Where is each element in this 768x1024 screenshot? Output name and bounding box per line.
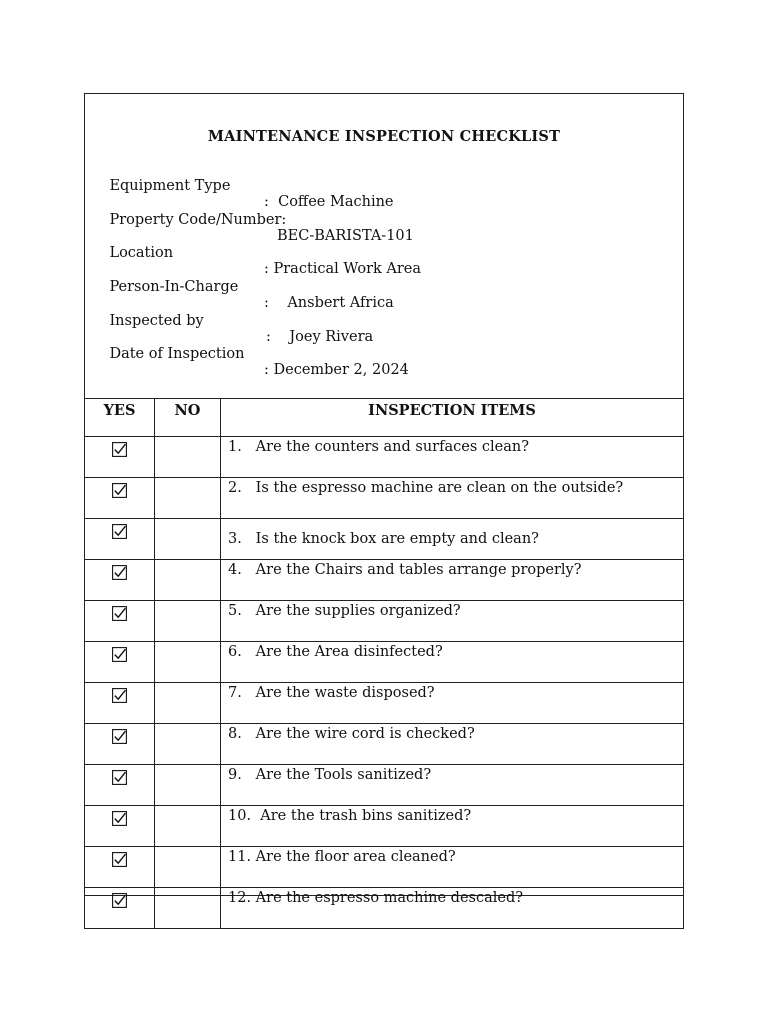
checked-box-icon[interactable]	[112, 770, 127, 785]
yes-cell[interactable]	[85, 888, 155, 929]
inspection-table	[84, 398, 684, 929]
table-row	[85, 642, 684, 683]
inspection-item-text: 11. Are the floor area cleaned?	[228, 849, 456, 865]
inspection-item-text: 9. Are the Tools sanitized?	[228, 767, 432, 783]
table-row	[85, 683, 684, 724]
inspection-item-cell	[221, 765, 684, 806]
inspection-item-text: 7. Are the waste disposed?	[228, 685, 435, 701]
yes-cell[interactable]	[85, 601, 155, 642]
field-label: Inspected by	[109, 313, 204, 329]
inspection-item-text: 4. Are the Chairs and tables arrange properly?	[228, 562, 582, 578]
field-value: : Coffee Machine	[264, 194, 394, 210]
header-inspection-items: INSPECTION ITEMS	[221, 399, 684, 437]
no-cell[interactable]	[155, 478, 221, 519]
checked-box-icon[interactable]	[112, 688, 127, 703]
yes-cell[interactable]	[85, 478, 155, 519]
inspection-item-cell	[221, 519, 684, 560]
field-value: : Joey Rivera	[266, 329, 374, 345]
table-row	[85, 519, 684, 560]
inspection-item-cell	[221, 478, 684, 519]
inspection-item-text: 5. Are the supplies organized?	[228, 603, 461, 619]
table-header-row	[85, 399, 684, 437]
checked-box-icon[interactable]	[112, 442, 127, 457]
inspection-item-cell	[221, 560, 684, 601]
yes-cell[interactable]	[85, 765, 155, 806]
inspection-item-text: 2. Is the espresso machine are clean on the outside?	[228, 480, 624, 496]
yes-cell[interactable]	[85, 683, 155, 724]
checked-box-icon[interactable]	[112, 852, 127, 867]
table-row	[85, 806, 684, 847]
yes-cell[interactable]	[85, 847, 155, 888]
inspection-item-text: 6. Are the Area disinfected?	[228, 644, 443, 660]
inspection-item-cell	[221, 806, 684, 847]
inspection-item-cell	[221, 601, 684, 642]
inspection-item-cell	[221, 847, 684, 888]
checked-box-icon[interactable]	[112, 729, 127, 744]
no-cell[interactable]	[155, 724, 221, 765]
checked-box-icon[interactable]	[112, 524, 127, 539]
table-row	[85, 601, 684, 642]
checked-box-icon[interactable]	[112, 811, 127, 826]
field-label: Property Code/Number:	[109, 212, 287, 228]
table-row	[85, 765, 684, 806]
no-cell[interactable]	[155, 560, 221, 601]
inspection-item-cell	[221, 437, 684, 478]
table-row	[85, 560, 684, 601]
yes-cell[interactable]	[85, 806, 155, 847]
field-label: Date of Inspection	[109, 346, 245, 362]
field-value: : Practical Work Area	[264, 261, 422, 277]
checklist-sheet	[84, 93, 684, 906]
no-cell[interactable]	[155, 847, 221, 888]
header-no: NO	[155, 399, 221, 437]
checked-box-icon[interactable]	[112, 647, 127, 662]
inspection-item-cell	[221, 888, 684, 929]
inspection-item-text: 12. Are the espresso machine descaled?	[228, 890, 524, 906]
inspection-item-text: 1. Are the counters and surfaces clean?	[228, 439, 529, 455]
yes-cell[interactable]	[85, 437, 155, 478]
yes-cell[interactable]	[85, 724, 155, 765]
no-cell[interactable]	[155, 765, 221, 806]
no-cell[interactable]	[155, 642, 221, 683]
yes-cell[interactable]	[85, 519, 155, 560]
field-value: : December 2, 2024	[264, 362, 409, 378]
no-cell[interactable]	[155, 888, 221, 929]
inspection-item-cell	[221, 642, 684, 683]
field-label: Location	[109, 245, 174, 261]
no-cell[interactable]	[155, 806, 221, 847]
yes-cell[interactable]	[85, 560, 155, 601]
inspection-item-text: 8. Are the wire cord is checked?	[228, 726, 475, 742]
no-cell[interactable]	[155, 683, 221, 724]
field-label: Equipment Type	[109, 178, 231, 194]
yes-cell[interactable]	[85, 642, 155, 683]
table-row	[85, 888, 684, 929]
checked-box-icon[interactable]	[112, 565, 127, 580]
inspection-item-text: 3. Is the knock box are empty and clean?	[228, 531, 539, 547]
table-row	[85, 847, 684, 888]
field-label: Person-In-Charge	[109, 279, 239, 295]
no-cell[interactable]	[155, 437, 221, 478]
table-row	[85, 437, 684, 478]
checked-box-icon[interactable]	[112, 606, 127, 621]
inspection-item-cell	[221, 683, 684, 724]
header-yes: YES	[85, 399, 155, 437]
checklist-title: MAINTENANCE INSPECTION CHECKLIST	[207, 128, 561, 145]
no-cell[interactable]	[155, 519, 221, 560]
field-value: : Ansbert Africa	[264, 295, 394, 311]
table-row	[85, 478, 684, 519]
inspection-item-cell	[221, 724, 684, 765]
checked-box-icon[interactable]	[112, 483, 127, 498]
inspection-item-text: 10. Are the trash bins sanitized?	[228, 808, 472, 824]
field-value: BEC-BARISTA-101	[277, 228, 414, 244]
no-cell[interactable]	[155, 601, 221, 642]
table-row	[85, 724, 684, 765]
checked-box-icon[interactable]	[112, 893, 127, 908]
